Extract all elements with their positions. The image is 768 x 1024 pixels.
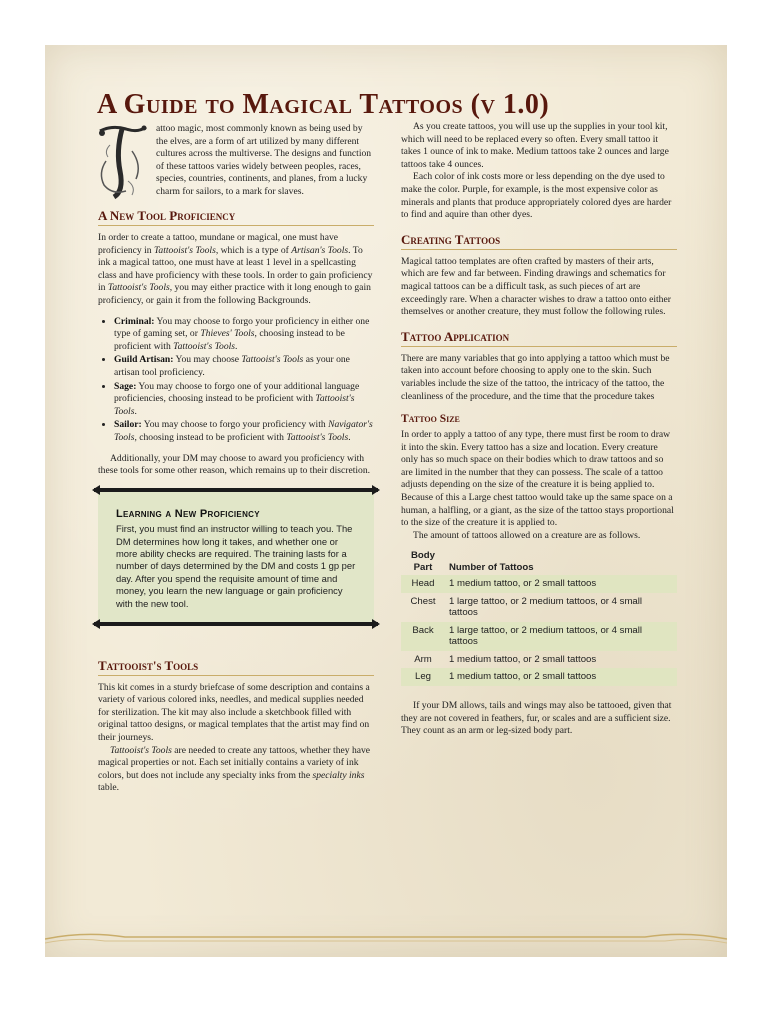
list-item-sage: • Sage: You may choose to forgo one of your additional language proficiencies, choosing instead to be proficient with Tattooist's Tools.	[114, 381, 374, 419]
creating-paragraph: Magical tattoo templates are often crafted by masters of their arts, which are few and far between. Finding drawings and schematics for magical tattoos can be a difficult task, as such pieces of art are exceedingly rare. When a character wishes to draw a tattoo onto either themselves or another creature, they must follow the following rules.	[401, 255, 671, 318]
right-column	[401, 121, 677, 738]
table-row: Back 1 large tattoo, or 2 medium tattoos, or 4 small tattoos	[401, 622, 677, 651]
table-header-row	[401, 548, 677, 575]
note-body: First, you must find an instructor willing to teach you. The DM determines how long it takes, and whether one or more ability checks are required. The training lasts for a number of days determined by the DM and costs 1 gp per day. After you spend the requisite amount of time and money, you learn the new language or gain proficiency with the new tool.	[116, 523, 356, 609]
document-page	[45, 45, 727, 957]
tails-wings-paragraph: If your DM allows, tails and wings may also be tattooed, given that they are not covered in feathers, fur, or scales and are a sufficient size. They count as an arm or leg-sized body part.	[401, 699, 672, 737]
list-item-criminal: • Criminal: You may choose to forgo your proficiency in either one type of gaming set, or Thieves' Tools, choosing instead to be proficient with Tattooist's Tools.	[114, 316, 374, 354]
note-top-bar	[94, 488, 378, 492]
heading-tattooists-tools: Tattooist's Tools	[98, 658, 374, 676]
footer-ornament-icon	[45, 927, 727, 947]
intro-block	[98, 121, 374, 201]
intro-paragraph: attoo magic, most commonly known as being used by the elves, are a form of art utilized by many different cultures across the multiverse. The designs and function of these tattoos varies widely between peoples, races, species, countries, continents, and planes, from a lucky charm for sailors, to a mark for slaves.	[156, 123, 372, 197]
note-bottom-bar	[94, 622, 378, 626]
proficiency-discretion-paragraph: Additionally, your DM may choose to award you proficiency with these tools for some other reason, which remains up to their discretion.	[98, 452, 371, 477]
size-paragraph-1: In order to apply a tattoo of any type, there must first be room to draw it into the skin. Every tattoo has a size and location. Every creature only has so much space on their bodies which to draw tattoos and so are limited in the number that they can possess. The scale of a tattoo adjusts depending on the size of the creature it is being applied to. Because of this a Large chest tattoo would take up the same space on a human, a halfling, or a giant, as the size of the tattoo stays proportional to the size of the creature it is applied to.	[401, 429, 674, 529]
tool-proficiency-paragraph: In order to create a tattoo, mundane or magical, one must have proficiency in Tattooist's Tools, which is a type of Artisan's Tools. To ink a magical tattoo, one must have at least 1 level in a spellcasting class and have proficiency with these tools. In order to gain proficiency in Tattooist's Tools, you may either practice with it long enough to gain proficiency, or gain it from the following Backgrounds.	[98, 232, 373, 306]
table-row: Chest 1 large tattoo, or 2 medium tattoos, or 4 small tattoos	[410, 595, 643, 619]
tattoo-limits-table	[401, 548, 677, 686]
table-row: Head 1 medium tattoo, or 2 small tattoos	[401, 575, 677, 593]
background-list	[98, 316, 374, 445]
left-column	[98, 121, 374, 795]
table-row: Arm 1 medium tattoo, or 2 small tattoos	[414, 653, 597, 665]
table-header-number: Number of Tattoos	[449, 561, 534, 573]
heading-tattoo-application: Tattoo Application	[401, 329, 677, 347]
list-item-sailor: • Sailor: You may choose to forgo your proficiency with Navigator's Tools, choosing instead to be proficient with Tattooist's Tools.	[114, 419, 374, 444]
tools-paragraph-1: This kit comes in a sturdy briefcase of some description and contains a variety of various colored inks, needles, and medical supplies needed for sterilization. The kit may also include a sketchbook filled with original tattoo designs, or magical templates that the artist may find on their journeys.	[98, 681, 370, 744]
heading-creating-tattoos: Creating Tattoos	[401, 232, 677, 250]
supplies-paragraph-1: As you create tattoos, you will use up the supplies in your tool kit, which will need to be replaced every so often. Every small tattoo it takes 1 ounce of ink to make. Medium tattoos take 2 ounces and large tattoos take 4 ounces.	[401, 121, 669, 170]
page-title: A Guide to Magical Tattoos (v 1.0)	[97, 89, 550, 120]
size-paragraph-2: The amount of tattoos allowed on a creature are as follows.	[413, 529, 641, 541]
heading-tool-proficiency: A New Tool Proficiency	[98, 208, 374, 226]
table-row: Leg 1 medium tattoo, or 2 small tattoos	[401, 668, 677, 686]
application-paragraph: There are many variables that go into applying a tattoo which must be taken into account before choosing to apply one to the skin. Such variables include the size of the tattoo, the intricacy of the tattoo, the cleanliness of the procedure, and the time that the procedure takes	[401, 352, 670, 402]
dropcap-ornament	[92, 121, 152, 201]
tools-paragraph-2: Tattooist's Tools are needed to create any tattoos, whether they have magical properties or not. Each set initially contains a variety of ink colors, but does not include any specialty inks from the specialty inks table.	[98, 744, 371, 794]
supplies-paragraph-2: Each color of ink costs more or less depending on the dye used to make the color. Purple, for example, is the most expensive color as minerals and plants that produce appropriately colored dyes are harder to find and aquire than other dyes.	[401, 171, 672, 221]
table-header-body-part: Body Part	[411, 550, 435, 573]
dropcap-t-icon	[92, 121, 152, 201]
heading-tattoo-size: Tattoo Size	[401, 413, 460, 426]
learning-proficiency-note	[98, 490, 374, 624]
note-title: Learning a New Proficiency	[116, 507, 260, 520]
list-item-guild-artisan: • Guild Artisan: You may choose Tattooist's Tools as your one artisan tool proficiency.	[114, 354, 374, 379]
